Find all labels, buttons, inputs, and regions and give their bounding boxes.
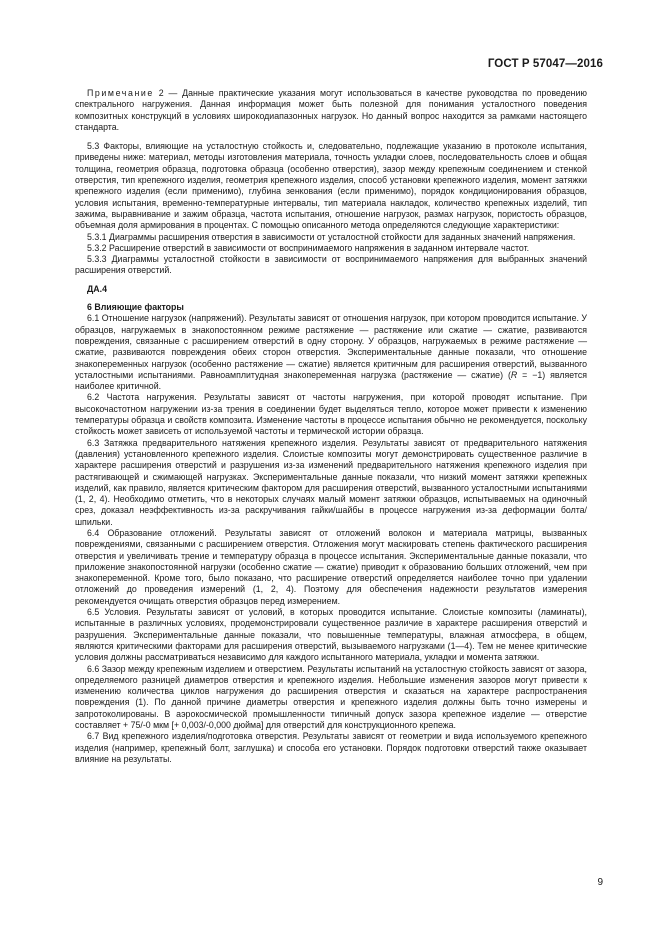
paragraph-6-7: 6.7 Вид крепежного изделия/подготовка отверстия. Результаты зависят от геометрии и вида используемого крепежного изделия (например, крепежный болт, заглушка) и способа его установки. Порядок подготовки отверстий также оказывает влияние на результаты. bbox=[75, 731, 587, 764]
standard-id-header: ГОСТ Р 57047—2016 bbox=[487, 58, 603, 70]
appendix-section-heading: ДА.4 bbox=[87, 283, 107, 294]
note-label: Примечание bbox=[87, 88, 154, 98]
paragraph-5-3-3: 5.3.3 Диаграммы усталостной стойкости в зависимости от воспринимаемого напряжения для выбранных значений расширения отверстий. bbox=[75, 254, 587, 276]
paragraph-6-6: 6.6 Зазор между крепежным изделием и отверстием. Результаты испытаний на усталостную стойкость зависят от зазора, определяемого разницей диаметров отверстия и крепежного изделия. Небольшие изменения зазоров могут привести к изменению количества циклов нагружения до расширения отверстия и сказаться на характере распространения повреждения (1). По данной причине диаметры отверстия и крепежного изделия должны быть точно измерены и запротоколированы. В аэрокосмической промышленности типичный допуск зазора крепежное изделие — отверстие составляет + 75/-0 мкм [+ 0,003/-0,000 дюйма] для отверстий для конструкционного крепежа. bbox=[75, 663, 587, 731]
page-number: 9 bbox=[597, 877, 603, 888]
ratio-symbol: R bbox=[510, 369, 518, 380]
note-paragraph bbox=[75, 88, 587, 133]
paragraph-5-3: 5.3 Факторы, влияющие на усталостную стойкость и, следовательно, подлежащие указанию в протоколе испытания, приведены ниже: материал, методы изготовления материала, точность укладки слоев, последовательность слоев и общая толщина, геометрия образца, подготовка образца (особенно отверстия), зазор между крепежным соединением и стенкой отверстия, тип крепежного изделия, геометрия крепежного изделия, способ установки крепежного изделия, момент затяжки крепежного изделия (если применимо), глубина зенкования (если применимо), порядок кондиционирования образцов, условия испытания, временно-температурные интервалы, тип материала накладок, количество крепежных изделий, тип зажима, выравнивание и зажим образца, частота испытания, отношение нагрузок, размах нагрузок, пористость образцов, объемная доля армирования в процентах. С помощью описанного метода определяются следующие характеристики: bbox=[75, 141, 587, 231]
paragraph-6-4: 6.4 Образование отложений. Результаты зависят от отложений волокон и материала матрицы, вызванных повреждениями, связанными с расширением отверстия. Отложения могут маскировать степень фактического расширения отверстия и увеличивать трение и температуру образца в процессе испытания. Экспериментальные данные показали, что приложение знакопостоянной нагрузки (особенно сжатие — сжатие) приводит к образованию больших отложений, чем при знакопеременной. Кроме того, было показано, что расширение отверстий определяется наиболее точно при удалении отложений до проведения измерений (1, 2, 4). Поэтому для обеспечения надежности результатов измерения рекомендуется очищать отверстия образцов перед измерением. bbox=[75, 527, 587, 606]
paragraph-6-1-text-b: = −1) является наиболее критичной. bbox=[75, 369, 587, 392]
paragraph-6-5: 6.5 Условия. Результаты зависят от условий, в которых проводится испытание. Слоистые композиты (ламинаты), испытанные в различных условиях, продемонстрировали существенное различие в характере расширения отверстий и разрушения. Экспериментальные данные показали, что повышенные температуры, влажная атмосфера, в общем, являются критическими факторами для расширения отверстий, вызываемого нагрузками (1—4). Тем не менее критические условия должны рассматриваться независимо для каждого испытанного материала, укладки и момента затяжки. bbox=[75, 607, 587, 663]
paragraph-6-2: 6.2 Частота нагружения. Результаты зависят от частоты нагружения, при которой проводят испытание. При высокочастотном нагружении из-за трения в соединении будет выделяться тепло, которое может привести к изменению температуры образца и свойств композита. Изменение частоты в процессе испытания обычно не рекомендуется, поскольку стойкость может зависеть от используемой частоты и термической истории образца. bbox=[75, 392, 587, 437]
paragraph-6-3: 6.3 Затяжка предварительного натяжения крепежного изделия. Результаты зависят от предварительного натяжения (давления) установленного крепежного изделия. Слоистые композиты могут демонстрировать существенное различие в характере расширения отверстий и разрушения из-за изменений предварительного натяжения крепежного изделия при растягивающей и сжимающей нагрузках. Экспериментальные данные показали, что низкий момент затяжки крепежных изделий, как правило, является критическим фактором для расширения отверстий, вызванного усталостными испытаниями (1, 2, 4). Необходимо отметить, что в некоторых случаях малый момент затяжки образцов, испытываемых на одиночный срез, доказал неэффективность из-за раскручивания гайки/шайбы в процессе нагружения из-за деформации болта/шпильки. bbox=[75, 437, 587, 527]
paragraph-5-3-2: 5.3.2 Расширение отверстий в зависимости от воспринимаемого напряжения в заданном интервале частот. bbox=[87, 242, 530, 253]
paragraph-5-3-1: 5.3.1 Диаграммы расширения отверстия в зависимости от усталостной стойкости для заданных значений напряжения. bbox=[87, 231, 576, 242]
paragraph-6-1 bbox=[75, 313, 587, 392]
section-6-heading: 6 Влияющие факторы bbox=[87, 302, 184, 313]
note-text: 2 — Данные практические указания могут использоваться в качестве руководства по проведению спектрального нагружения. Данная информация может быть полезной для понимания усталостного поведения композитных конструкций в условиях широкодиапазонных нагрузок. Но данный вопрос находится за рамками настоящего стандарта. bbox=[75, 88, 587, 132]
document-body bbox=[75, 88, 587, 765]
paragraph-6-1-text-a: 6.1 Отношение нагрузок (напряжений). Результаты зависят от отношения нагрузок, при котором проводится испытание. У образцов, нагружаемых в знакопостоянном режиме растяжение — растяжение или сжатие — сжатие, развиваются повреждения, связанные с расширением отверстий в одну сторону. У образцов, нагружаемых в режиме растяжение — сжатие, развиваются повреждения обеих сторон отверстия. Экспериментальные данные показали, что отношение знакопеременных нагрузок (особенно растяжение — сжатие) является критичным для расширения отверстий, вызванного усталостными испытаниями. Равноамплитудная знакопеременная нагрузка (растяжение — сжатие) ( bbox=[75, 313, 587, 380]
